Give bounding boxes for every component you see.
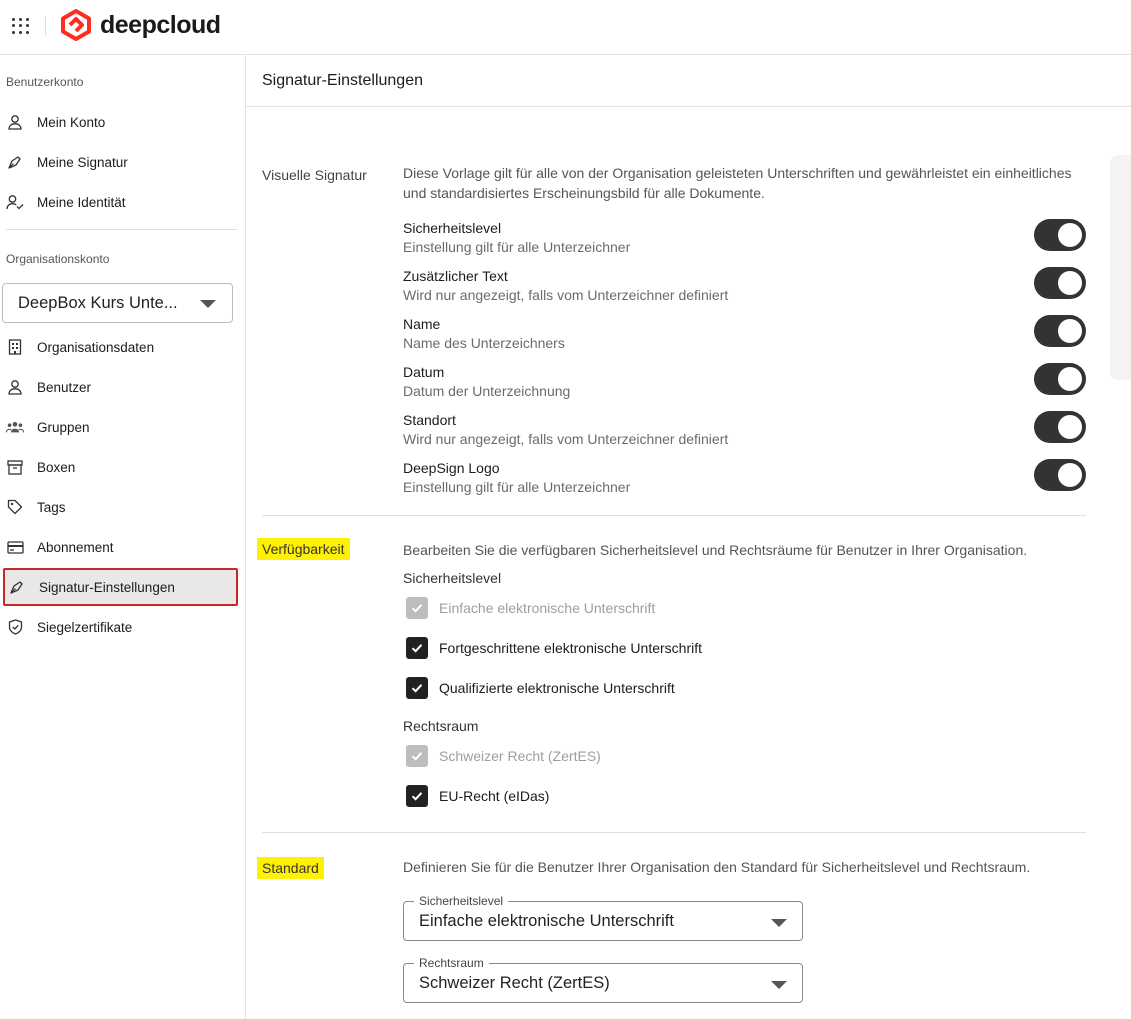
toggle-knob [1058, 463, 1082, 487]
users-icon [6, 418, 24, 436]
sidebar-item-benutzer[interactable] [3, 368, 238, 406]
sidebar-item-boxen[interactable] [3, 448, 238, 486]
highlight-marker: Verfügbarkeit [257, 538, 350, 560]
toggle-knob [1058, 271, 1082, 295]
building-icon [6, 338, 24, 356]
select-legend: Rechtsraum [414, 956, 489, 970]
checkbox-label: Qualifizierte elektronische Unterschrift [439, 680, 675, 696]
pen-nib-icon [8, 578, 26, 596]
user-account-heading: Benutzerkonto [6, 75, 84, 89]
organisation-select-value: DeepBox Kurs Unte... [18, 293, 178, 312]
security-level-toggle[interactable] [1034, 219, 1086, 251]
checkbox-label: Einfache elektronische Unterschrift [439, 600, 656, 616]
check-icon [410, 641, 424, 655]
checkbox-row-simple-signature [406, 597, 655, 619]
tag-icon [6, 498, 24, 516]
checkbox-row-eu-law [406, 785, 549, 807]
user-check-icon [6, 193, 24, 211]
checkbox-label: EU-Recht (eIDas) [439, 788, 550, 804]
deepcloud-logo[interactable] [58, 7, 221, 43]
sidebar-item-label: Benutzer [37, 379, 92, 395]
location-toggle[interactable] [1034, 411, 1086, 443]
additional-text-toggle[interactable] [1034, 267, 1086, 299]
toggle-title: Zusätzlicher Text [403, 268, 508, 284]
sidebar-item-organisationsdaten[interactable] [3, 328, 238, 366]
toggle-row-deepsign-logo [403, 459, 1086, 499]
organisation-select[interactable] [2, 283, 233, 323]
toggle-subtitle: Name des Unterzeichners [403, 335, 565, 351]
checkbox-qualified-signature[interactable] [406, 677, 428, 699]
checkbox-label: Fortgeschrittene elektronische Unterschrift [439, 640, 702, 656]
toggle-subtitle: Einstellung gilt für alle Unterzeichner [403, 479, 631, 495]
sidebar-item-tags[interactable] [3, 488, 238, 526]
checkbox-advanced-signature[interactable] [406, 637, 428, 659]
sidebar-item-label: Boxen [37, 459, 76, 475]
toggle-title: Datum [403, 364, 445, 380]
toggle-title: Name [403, 316, 441, 332]
sidebar-item-label: Siegelzertifikate [37, 619, 133, 635]
availability-description: Bearbeiten Sie die verfügbaren Sicherheitslevel und Rechtsräume für Benutzer in Ihrer Organisation. [403, 542, 1028, 558]
sidebar-item-siegelzertifikate[interactable] [3, 608, 238, 646]
sidebar-item-label: Signatur-Einstellungen [39, 579, 175, 595]
divider [45, 16, 46, 36]
page-title: Signatur-Einstellungen [262, 72, 423, 89]
caret-down-icon [771, 981, 787, 989]
deepsign-logo-toggle[interactable] [1034, 459, 1086, 491]
section-divider [262, 832, 1086, 833]
security-level-label: Sicherheitslevel [403, 570, 502, 586]
caret-down-icon [771, 919, 787, 927]
jurisdiction-label: Rechtsraum [403, 718, 479, 734]
check-icon [410, 681, 424, 695]
visual-signature-description: Diese Vorlage gilt für alle von der Organisation geleisteten Unterschriften und gewährleistet ein einheitliches und standardisiertes Erscheinungsbild für alle Dokumente. [403, 165, 1072, 201]
toggle-title: Sicherheitslevel [403, 220, 502, 236]
section-divider [262, 515, 1086, 516]
sidebar-item-label: Meine Signatur [37, 154, 128, 170]
toggle-knob [1058, 223, 1082, 247]
toggle-title: DeepSign Logo [403, 460, 500, 476]
check-icon [410, 749, 424, 763]
archive-box-icon [6, 458, 24, 476]
sidebar-item-signatur-einstellungen[interactable] [3, 568, 238, 606]
sidebar [0, 55, 246, 1019]
toggle-row-name [403, 315, 1086, 355]
select-legend: Sicherheitslevel [414, 894, 508, 908]
pen-nib-icon [6, 153, 24, 171]
toggle-subtitle: Einstellung gilt für alle Unterzeichner [403, 239, 631, 255]
toggle-row-location [403, 411, 1086, 451]
sidebar-item-label: Tags [37, 499, 66, 515]
check-icon [410, 601, 424, 615]
select-value: Einfache elektronische Unterschrift [419, 912, 674, 930]
checkbox-simple-signature[interactable] [406, 597, 428, 619]
section-label-availability [262, 541, 350, 557]
sidebar-item-label: Mein Konto [37, 114, 106, 130]
checkbox-row-qualified-signature [406, 677, 675, 699]
checkbox-swiss-law[interactable] [406, 745, 428, 767]
checkbox-eu-law[interactable] [406, 785, 428, 807]
credit-card-icon [6, 538, 24, 556]
toggle-title: Standort [403, 412, 456, 428]
toggle-row-date [403, 363, 1086, 403]
shield-check-icon [6, 618, 24, 636]
sidebar-item-label: Meine Identität [37, 194, 126, 210]
select-value: Schweizer Recht (ZertES) [419, 974, 610, 992]
checkbox-row-advanced-signature [406, 637, 702, 659]
checkbox-label: Schweizer Recht (ZertES) [439, 748, 601, 764]
highlight-marker: Standard [257, 857, 324, 879]
org-account-heading: Organisationskonto [6, 252, 110, 266]
logo-text: deepcloud [100, 10, 221, 39]
sidebar-item-label: Organisationsdaten [37, 339, 155, 355]
default-security-level-select[interactable] [403, 894, 803, 941]
toggle-subtitle: Wird nur angezeigt, falls vom Unterzeichner definiert [403, 287, 729, 303]
toggle-row-additional-text [403, 267, 1086, 307]
main-header [246, 55, 1131, 107]
caret-down-icon [200, 300, 216, 308]
sidebar-item-gruppen[interactable] [3, 408, 238, 446]
scrollbar[interactable] [1110, 155, 1131, 380]
user-icon [6, 378, 24, 396]
check-icon [410, 789, 424, 803]
top-bar [0, 0, 1131, 55]
toggle-knob [1058, 367, 1082, 391]
default-jurisdiction-select[interactable] [403, 956, 803, 1003]
sidebar-item-mein-konto[interactable] [3, 103, 238, 141]
sidebar-item-meine-signatur[interactable] [3, 143, 238, 181]
sidebar-item-label: Gruppen [37, 419, 90, 435]
standard-description: Definieren Sie für die Benutzer Ihrer Organisation den Standard für Sicherheitslevel und Rechtsraum. [403, 859, 1031, 875]
checkbox-row-swiss-law [406, 745, 601, 767]
sidebar-item-abonnement[interactable] [3, 528, 238, 566]
apps-grid-icon[interactable] [12, 18, 28, 34]
sidebar-item-label: Abonnement [37, 539, 114, 555]
toggle-subtitle: Datum der Unterzeichnung [403, 383, 571, 399]
name-toggle[interactable] [1034, 315, 1086, 347]
toggle-knob [1058, 319, 1082, 343]
user-icon [6, 113, 24, 131]
section-label-standard [262, 860, 324, 876]
sidebar-divider [6, 229, 237, 230]
toggle-subtitle: Wird nur angezeigt, falls vom Unterzeichner definiert [403, 431, 729, 447]
toggle-knob [1058, 415, 1082, 439]
section-label-visual-signature: Visuelle Signatur [262, 167, 367, 183]
deepcloud-logo-icon [58, 7, 94, 43]
date-toggle[interactable] [1034, 363, 1086, 395]
sidebar-item-meine-identitaet[interactable] [3, 183, 238, 221]
toggle-row-security-level [403, 219, 1086, 259]
